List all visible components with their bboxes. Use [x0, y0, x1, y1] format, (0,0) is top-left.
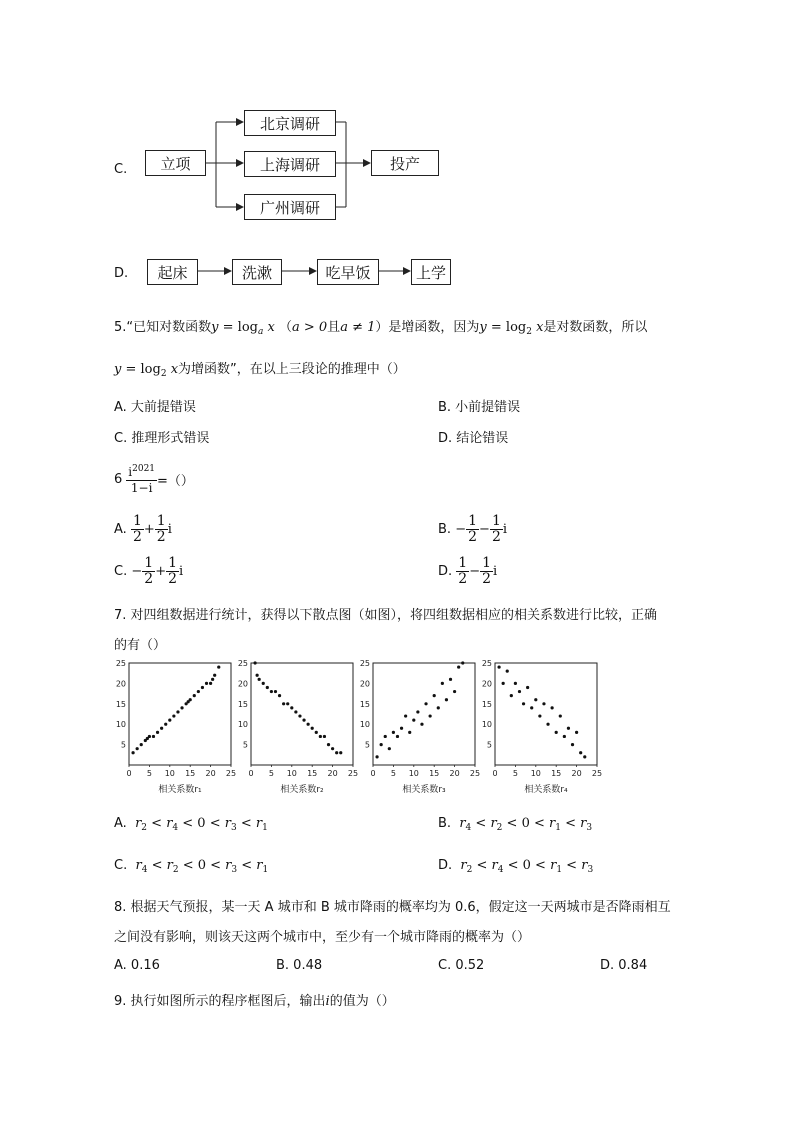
y-tick-label: 20: [237, 679, 248, 689]
scatter-point: [217, 665, 220, 668]
y-tick-label: 15: [481, 699, 492, 709]
scatter-point: [152, 735, 155, 738]
scatter-point: [136, 747, 139, 750]
scatter-point: [392, 731, 395, 734]
scatter-point: [176, 710, 179, 713]
plot-frame: [495, 663, 597, 765]
scatter-point: [193, 694, 196, 697]
q7-option-a: A. $r_2 < r_4 < 0 < r_3 < r_1$: [114, 816, 268, 833]
x-tick-label: 25: [591, 769, 603, 778]
flow-box-beijing: 北京调研: [244, 110, 336, 136]
flow-step-2: 洗漱: [232, 259, 282, 285]
scatter-point: [315, 731, 318, 734]
q7-option-c: C. $r_4 < r_2 < 0 < r_3 < r_1$: [114, 858, 269, 875]
scatter-point: [400, 727, 403, 730]
q8-line1: 8. 根据天气预报，某一天 A 城市和 B 城市降雨的概率均为 0.6，假定这一天两城市是否降雨相互: [114, 900, 671, 915]
q5-line2: $y = \log_2 x$为增函数”，在以上三段论的推理中（）: [114, 362, 406, 379]
q5-option-c: C. 推理形式错误: [114, 431, 210, 446]
scatter-point: [335, 751, 338, 754]
scatter-point: [510, 694, 513, 697]
plot-frame: [129, 663, 231, 765]
q8-line2: 之间没有影响，则该天这两个城市中，至少有一个城市降雨的概率为（）: [114, 930, 531, 945]
scatter-point: [384, 735, 387, 738]
y-tick-label: 10: [237, 720, 248, 730]
scatter-point: [209, 682, 212, 685]
y-tick-label: 25: [237, 659, 248, 668]
scatter-point: [559, 714, 562, 717]
x-tick-label: 15: [551, 769, 562, 778]
y-tick-label: 20: [481, 679, 492, 689]
scatter-point: [530, 706, 533, 709]
x-tick-label: 20: [205, 769, 216, 778]
q7-option-d: D. $r_2 < r_4 < 0 < r_1 < r_3$: [438, 858, 594, 875]
scatter-point: [396, 735, 399, 738]
scatter-point: [420, 723, 423, 726]
plot-caption: 相关系数r₂: [280, 785, 324, 795]
q5-option-d: D. 结论错误: [438, 431, 509, 446]
q6-stem: 6 $\frac{i^{2021}}{1-i}$ =（）: [114, 464, 194, 495]
x-tick-label: 0: [370, 769, 376, 778]
q5-option-b: B. 小前提错误: [438, 400, 521, 415]
x-tick-label: 15: [185, 769, 196, 778]
x-tick-label: 25: [469, 769, 481, 778]
y-tick-label: 10: [481, 720, 492, 730]
scatter-point: [168, 719, 171, 722]
x-tick-label: 25: [347, 769, 359, 778]
x-tick-label: 10: [408, 769, 419, 778]
x-tick-label: 5: [390, 769, 396, 778]
flow-box-end: 投产: [371, 150, 439, 176]
scatter-point: [563, 735, 566, 738]
scatter-point: [172, 714, 175, 717]
scatter-point: [298, 714, 301, 717]
scatter-point: [502, 682, 505, 685]
scatter-point: [408, 731, 411, 734]
x-tick-label: 5: [268, 769, 274, 778]
q9-stem: 9. 执行如图所示的程序框图后，输出i的值为（）: [114, 994, 395, 1009]
scatter-point: [497, 665, 500, 668]
scatter-point: [331, 747, 334, 750]
scatter-point: [546, 723, 549, 726]
scatter-point: [290, 706, 293, 709]
scatter-point: [156, 731, 159, 734]
scatter-point: [164, 723, 167, 726]
scatter-point: [262, 682, 265, 685]
scatter-point: [404, 714, 407, 717]
scatter-point: [180, 706, 183, 709]
q5-line1: 5.“已知对数函数$y = \log_a x$ （a > 0且a ≠ 1）是增函数，因为$y = \log_2 x$是对数函数，所以: [114, 320, 648, 337]
y-tick-label: 5: [120, 740, 126, 750]
q6-option-b: B. − $\frac{1}{2}$ − $\frac{1}{2}$ i: [438, 513, 508, 545]
scatter-point: [514, 682, 517, 685]
q8-option-d: D. 0.84: [600, 958, 648, 973]
scatter-point: [461, 661, 464, 664]
plot-caption: 相关系数r₄: [524, 785, 568, 795]
x-tick-label: 15: [429, 769, 440, 778]
scatter-point: [205, 682, 208, 685]
scatter-point: [282, 702, 285, 705]
scatter-point: [388, 747, 391, 750]
x-tick-label: 10: [286, 769, 297, 778]
scatter-point: [567, 727, 570, 730]
scatter-point: [266, 686, 269, 689]
flowchart-d-connectors: [0, 250, 794, 290]
scatter-point: [197, 690, 200, 693]
scatter-point: [416, 710, 419, 713]
flow-box-shanghai: 上海调研: [244, 151, 336, 177]
scatter-point: [307, 723, 310, 726]
option-c-label: C.: [114, 162, 128, 177]
scatter-point: [441, 682, 444, 685]
scatter-point: [571, 743, 574, 746]
q5-option-a: A. 大前提错误: [114, 400, 196, 415]
y-tick-label: 15: [237, 699, 248, 709]
x-tick-label: 20: [571, 769, 582, 778]
y-tick-label: 15: [115, 699, 126, 709]
scatter-plots: [110, 655, 610, 805]
scatter-point: [449, 678, 452, 681]
scatter-point: [429, 714, 432, 717]
q8-option-b: B. 0.48: [276, 958, 323, 973]
scatter-plot-3: [360, 659, 480, 795]
q6-option-a: A. $\frac{1}{2}$ + $\frac{1}{2}$ i: [114, 513, 172, 545]
scatter-point: [551, 706, 554, 709]
scatter-point: [538, 714, 541, 717]
q6-option-c: C. − $\frac{1}{2}$ + $\frac{1}{2}$ i: [114, 555, 184, 587]
flow-step-3: 吃早饭: [317, 259, 379, 285]
scatter-point: [555, 731, 558, 734]
flow-box-guangzhou: 广州调研: [244, 194, 336, 220]
x-tick-label: 25: [225, 769, 237, 778]
scatter-point: [160, 727, 163, 730]
scatter-plot-2: [238, 659, 358, 795]
x-tick-label: 20: [327, 769, 338, 778]
scatter-point: [375, 755, 378, 758]
x-tick-label: 10: [530, 769, 541, 778]
y-tick-label: 25: [481, 659, 492, 668]
flow-box-start: 立项: [145, 150, 206, 176]
scatter-plot-1: [116, 659, 236, 795]
scatter-point: [189, 698, 192, 701]
y-tick-label: 20: [359, 679, 370, 689]
y-tick-label: 5: [486, 740, 492, 750]
q7-line2: 的有（）: [114, 638, 167, 653]
scatter-point: [213, 674, 216, 677]
plot-frame: [251, 663, 353, 765]
scatter-plot-4: [482, 659, 602, 795]
scatter-point: [211, 678, 214, 681]
scatter-point: [339, 751, 342, 754]
scatter-point: [311, 727, 314, 730]
y-tick-label: 10: [359, 720, 370, 730]
y-tick-label: 25: [115, 659, 126, 668]
y-tick-label: 5: [364, 740, 370, 750]
scatter-point: [148, 735, 151, 738]
scatter-point: [140, 743, 143, 746]
x-tick-label: 10: [164, 769, 175, 778]
scatter-point: [327, 743, 330, 746]
x-tick-label: 5: [146, 769, 152, 778]
scatter-point: [445, 698, 448, 701]
scatter-point: [506, 670, 509, 673]
plot-caption: 相关系数r₁: [158, 785, 202, 795]
scatter-point: [286, 702, 289, 705]
scatter-point: [412, 719, 415, 722]
scatter-point: [302, 719, 305, 722]
scatter-point: [201, 686, 204, 689]
scatter-point: [131, 751, 134, 754]
scatter-point: [534, 698, 537, 701]
scatter-point: [294, 710, 297, 713]
scatter-point: [437, 706, 440, 709]
scatter-point: [526, 686, 529, 689]
scatter-point: [323, 735, 326, 738]
scatter-point: [583, 755, 586, 758]
scatter-point: [542, 702, 545, 705]
x-tick-label: 20: [449, 769, 460, 778]
scatter-point: [253, 661, 256, 664]
scatter-point: [522, 702, 525, 705]
scatter-point: [575, 731, 578, 734]
scatter-point: [424, 702, 427, 705]
y-tick-label: 20: [115, 679, 126, 689]
y-tick-label: 10: [115, 720, 126, 730]
scatter-point: [579, 751, 582, 754]
scatter-point: [380, 743, 383, 746]
q7-option-b: B. $r_4 < r_2 < 0 < r_1 < r_3$: [438, 816, 593, 833]
scatter-point: [278, 694, 281, 697]
y-tick-label: 15: [359, 699, 370, 709]
y-tick-label: 5: [242, 740, 248, 750]
x-tick-label: 0: [248, 769, 254, 778]
flow-step-4: 上学: [411, 259, 451, 285]
y-tick-label: 25: [359, 659, 370, 668]
q8-option-c: C. 0.52: [438, 958, 485, 973]
option-d-label: D.: [114, 266, 129, 281]
scatter-point: [319, 735, 322, 738]
q7-line1: 7. 对四组数据进行统计，获得以下散点图（如图），将四组数据相应的相关系数进行比较，正确: [114, 608, 658, 623]
q8-option-a: A. 0.16: [114, 958, 160, 973]
flow-step-1: 起床: [147, 259, 198, 285]
x-tick-label: 15: [307, 769, 318, 778]
scatter-point: [256, 674, 259, 677]
x-tick-label: 5: [512, 769, 518, 778]
scatter-point: [274, 690, 277, 693]
scatter-point: [453, 690, 456, 693]
q6-option-d: D. $\frac{1}{2}$ − $\frac{1}{2}$ i: [438, 555, 498, 587]
x-tick-label: 0: [492, 769, 498, 778]
x-tick-label: 0: [126, 769, 132, 778]
scatter-point: [270, 690, 273, 693]
scatter-point: [457, 665, 460, 668]
scatter-point: [518, 690, 521, 693]
plot-caption: 相关系数r₃: [402, 785, 446, 795]
flowchart-c-connectors: [0, 0, 794, 240]
scatter-point: [433, 694, 436, 697]
scatter-point: [258, 678, 261, 681]
